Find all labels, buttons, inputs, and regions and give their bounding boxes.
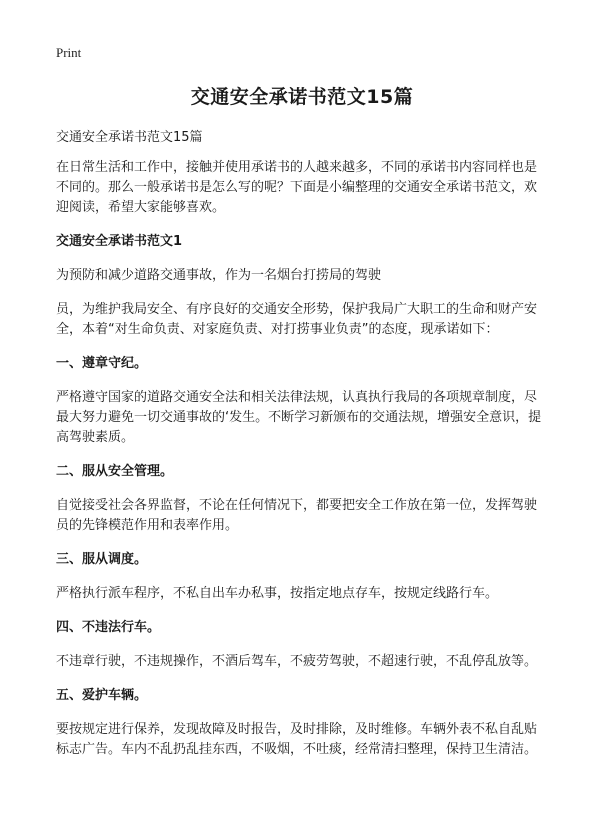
section-title: 交通安全承诺书范文1	[56, 234, 183, 249]
body-paragraph-1: 为预防和减少道路交通事故，作为一名烟台打捞局的驾驶	[56, 268, 382, 283]
item-heading-4: 四、不违法行车。	[56, 620, 161, 635]
item-heading-3: 三、服从调度。	[56, 552, 148, 567]
intro-paragraph: 在日常生活和工作中，接触并使用承诺书的人越来越多，不同的承诺书内容同样也是不同的。那么一般承诺书是怎么写的呢？下面是小编整理的交通安全承诺书范文，欢迎阅读，希望大家能够喜欢。	[56, 160, 538, 215]
print-label: Print	[56, 45, 82, 60]
document-title: 交通安全承诺书范文15篇	[190, 86, 414, 108]
item-text-2: 自觉接受社会各界监督，不论在任何情况下，都要把安全工作放在第一位，发挥驾驶员的先锋模范作用和表率作用。	[56, 498, 538, 533]
item-heading-5: 五、爱护车辆。	[56, 688, 148, 703]
document-subtitle: 交通安全承诺书范文15篇	[56, 130, 203, 145]
item-text-1: 严格遵守国家的道路交通安全法和相关法律法规，认真执行我局的各项规章制度，尽最大努力避免一切交通事故的‘发生。不断学习新颁布的交通法规，增强安全意识，提高驾驶素质。	[56, 390, 542, 445]
item-heading-1: 一、遵章守纪。	[56, 356, 148, 371]
body-paragraph-2: 员，为维护我局安全、有序良好的交通安全形势，保护我局广大职工的生命和财产安全，本着“对生命负责、对家庭负责、对打捞事业负责”的态度，现承诺如下：	[56, 302, 538, 337]
item-text-5: 要按规定进行保养，发现故障及时报告，及时排除，及时维修。车辆外表不私自乱贴标志广告。车内不乱扔乱挂东西，不吸烟，不吐痰，经常清扫整理，保持卫生清洁。	[56, 722, 538, 757]
item-heading-2: 二、服从安全管理。	[56, 464, 174, 479]
item-text-4: 不违章行驶，不违规操作，不酒后驾车，不疲劳驾驶，不超速行驶，不乱停乱放等。	[56, 654, 538, 669]
item-text-3: 严格执行派车程序，不私自出车办私事，按指定地点存车，按规定线路行车。	[56, 586, 499, 601]
